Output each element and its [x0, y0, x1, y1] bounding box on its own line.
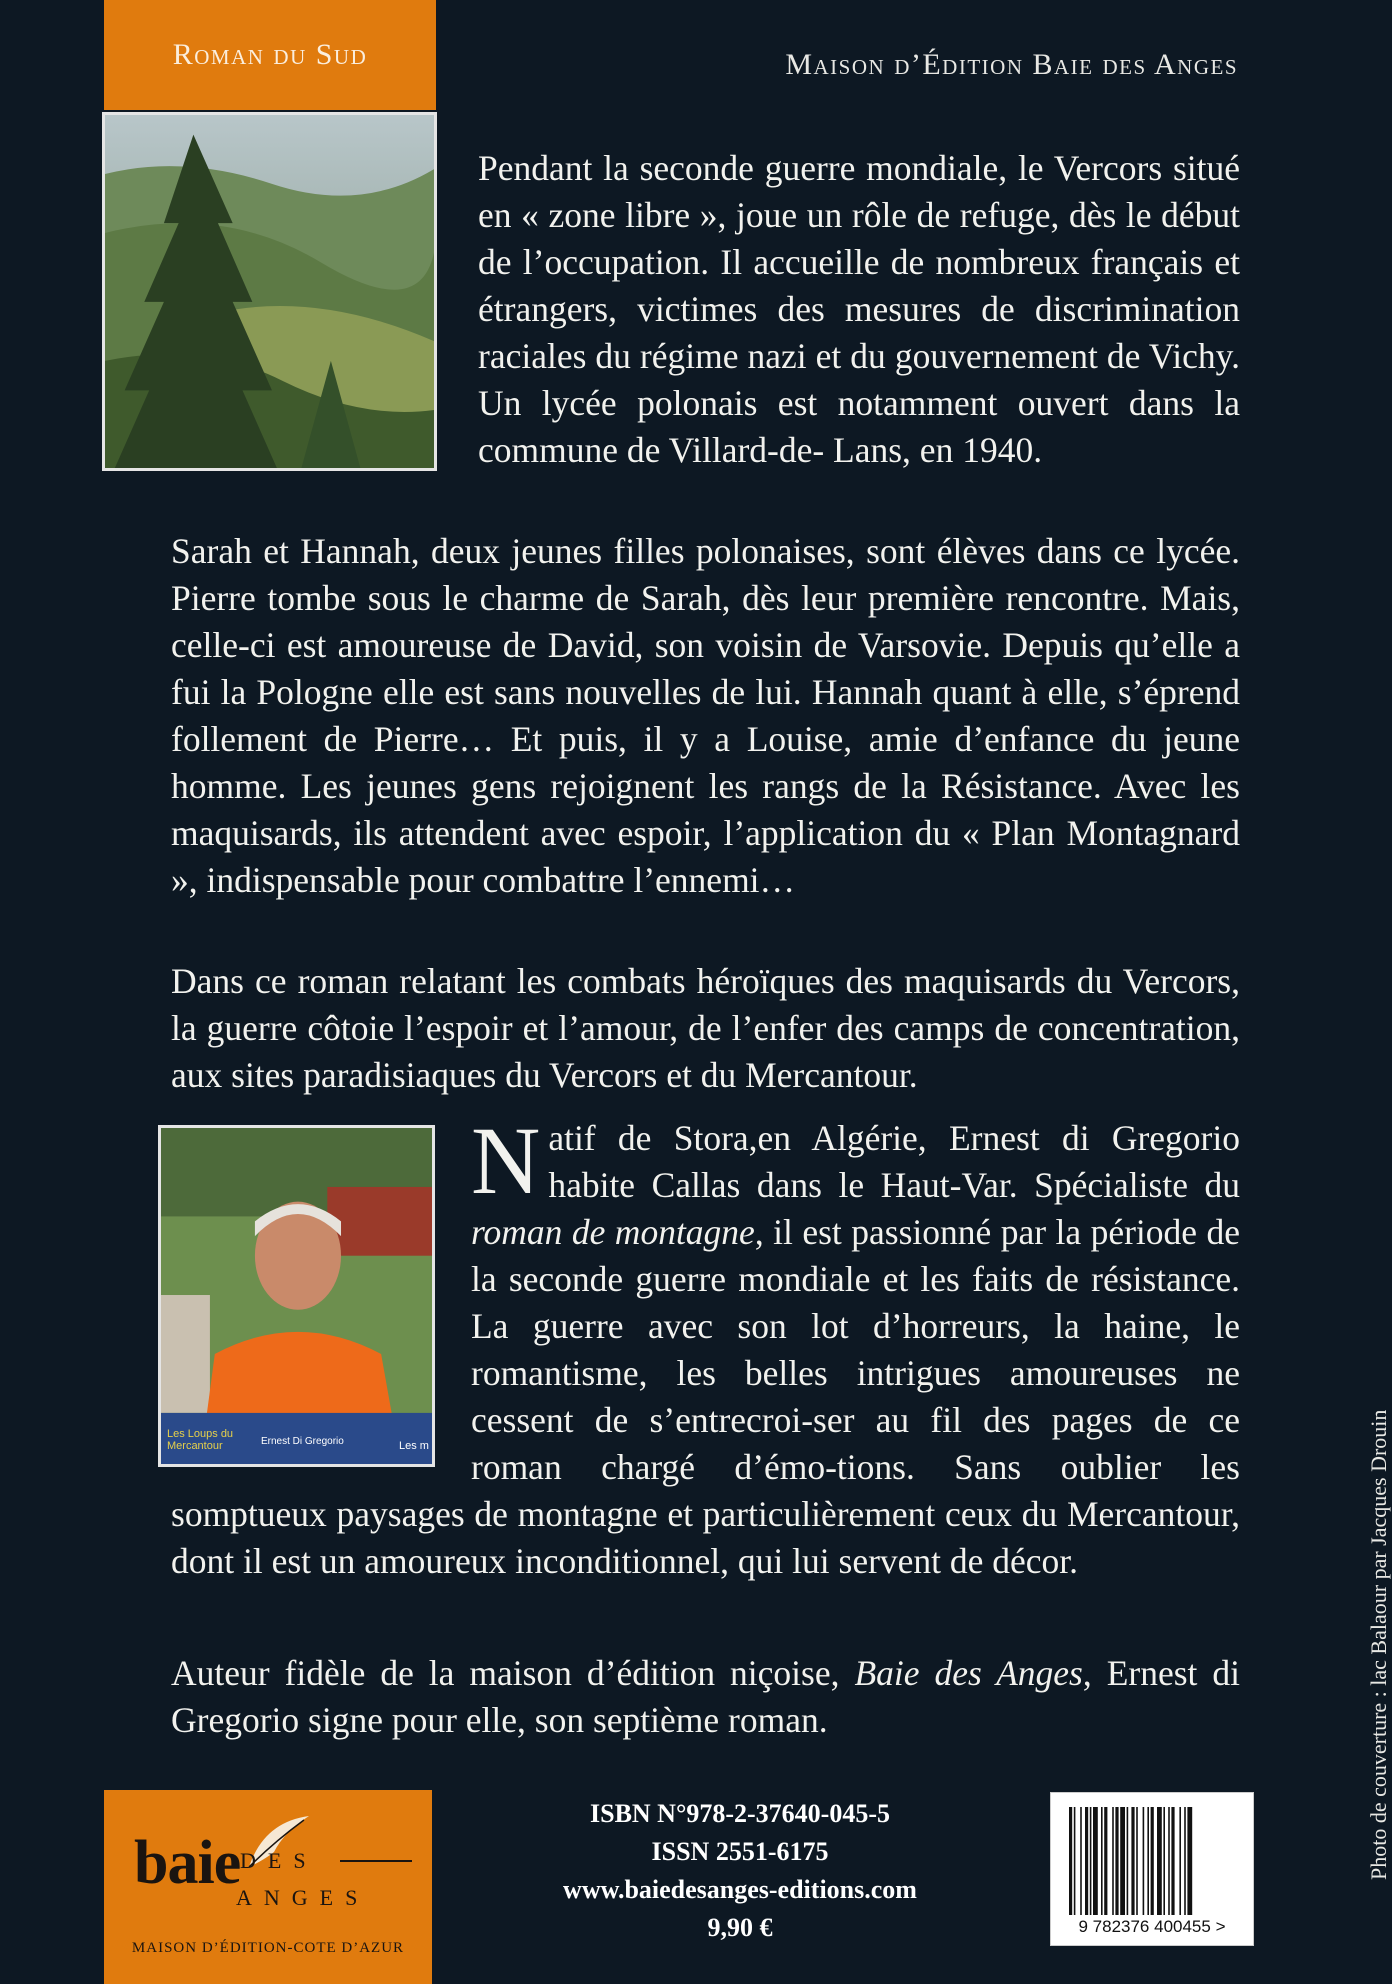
- synopsis-intro: Pendant la seconde guerre mondiale, le Vercors situé en « zone libre », joue un rôle de refuge, dès le début de l’occupation. Il accueille de nombreux français et étrangers, victimes des mesures de discrimination raciales du régime nazi et du gouvernement de Vichy. Un lycée polonais est notamment ouvert dans la commune de Villard-de- Lans, en 1940.: [478, 148, 1240, 470]
- website: www.baiedesanges-editions.com: [563, 1875, 917, 1904]
- photo-credit: Photo de couverture : lac Balaour par Jacques Drouin: [1366, 1409, 1391, 1880]
- barcode-bar: [1151, 1807, 1154, 1915]
- barcode-bar: [1187, 1807, 1192, 1915]
- barcode-bar: [1131, 1807, 1134, 1915]
- barcode-bar: [1115, 1807, 1118, 1915]
- barcode-bar: [1147, 1807, 1149, 1915]
- barcode: [1050, 1792, 1254, 1946]
- barcode-bar: [1104, 1807, 1107, 1915]
- barcode-number: 9 782376 400455 >: [1078, 1917, 1226, 1936]
- barcode-bar: [1143, 1807, 1145, 1915]
- barcode-bar: [1168, 1807, 1170, 1915]
- note-text-1: Auteur fidèle de la maison d’édition niçoise,: [171, 1653, 855, 1693]
- publisher-header: Maison d’Édition Baie des Anges: [785, 48, 1238, 81]
- author-bio: [171, 1107, 1240, 1585]
- photo-spacer: [171, 1115, 471, 1485]
- logo-tagline: MAISON D’ÉDITION-COTE D’AZUR: [131, 1940, 405, 1956]
- publisher-note: [171, 1650, 1240, 1744]
- publisher-logo: [104, 1790, 432, 1984]
- barcode-bar: [1127, 1807, 1129, 1915]
- barcode-bar: [1090, 1807, 1092, 1915]
- barcode-bar: [1120, 1807, 1125, 1915]
- logo-word: baie: [134, 1829, 241, 1897]
- book-title-1: Les Loups du Mercantour: [167, 1428, 234, 1452]
- barcode-bar: [1112, 1807, 1114, 1915]
- bio-text-2: , il est passionné par la période de la seconde guerre mondiale et les faits de résistance. La guerre avec son lot d’horreurs, la haine, le romantisme, les belles intrigues amoureuses ne cessent de s’entrecroi-ser au fil des pages de ce roman chargé d’émo-tions. Sans oublier les somptueux paysages de montagne et particulièrement ceux du Mercantour, dont il est un amoureux inconditionnel, qui lui servent de décor.: [171, 1212, 1240, 1581]
- barcode-bar: [1085, 1807, 1088, 1915]
- synopsis-closing: Dans ce roman relatant les combats héroïques des maquisards du Vercors, la guerre côtoie l’espoir et l’amour, de l’enfer des camps de concentration, aux sites paradisiaques du Vercors et du Mercantour.: [171, 961, 1240, 1095]
- logo-des: DES: [240, 1848, 318, 1873]
- barcode-bar: [1179, 1807, 1181, 1915]
- author-bio-block: [171, 1107, 1240, 1585]
- series-label: Roman du Sud: [172, 38, 368, 71]
- barcode-bar: [1080, 1807, 1082, 1915]
- logo-anges: ANGES: [236, 1885, 370, 1910]
- book-title-3: Les m: [399, 1440, 429, 1452]
- bio-italic: roman de montagne: [471, 1212, 755, 1252]
- barcode-bar: [1184, 1807, 1186, 1915]
- book-title-2: Ernest Di Gregorio: [261, 1436, 344, 1447]
- barcode-bar: [1136, 1807, 1138, 1915]
- isbn-block: [470, 1795, 1010, 1947]
- bio-text-1: atif de Stora,en Algérie, Ernest di Gregorio habite Callas dans le Haut-Var. Spécialiste du: [548, 1118, 1240, 1205]
- synopsis-plot: Sarah et Hannah, deux jeunes filles polonaises, sont élèves dans ce lycée. Pierre tombe sous le charme de Sarah, dès leur première rencontre. Mais, celle-ci est amoureuse de David, son voisin de Varsovie. Depuis qu’elle a fui la Pologne elle est sans nouvelles de lui. Hannah quant à elle, s’éprend follement de Pierre… Et puis, il y a Louise, amie d’enfance du jeune homme. Les jeunes gens rejoignent les rangs de la Résistance. Avec les maquisards, ils attendent avec espoir, l’application du « Plan Montagnard », indispensable pour combattre l’ennemi…: [171, 531, 1240, 900]
- barcode-bars: [1067, 1807, 1237, 1915]
- issn: ISSN 2551-6175: [651, 1837, 829, 1866]
- barcode-bar: [1163, 1807, 1165, 1915]
- barcode-bar: [1074, 1807, 1076, 1915]
- barcode-bar: [1101, 1807, 1103, 1915]
- barcode-bar: [1171, 1807, 1174, 1915]
- note-italic: Baie des Anges: [854, 1653, 1083, 1693]
- landscape-photo: [102, 112, 437, 471]
- dropcap: N: [471, 1107, 541, 1214]
- series-tab: [104, 0, 436, 110]
- logo-divider: [340, 1860, 412, 1862]
- isbn: ISBN N°978-2-37640-045-5: [589, 1799, 890, 1828]
- barcode-bar: [1157, 1807, 1162, 1915]
- barcode-bar: [1093, 1807, 1098, 1915]
- price: 9,90 €: [707, 1913, 773, 1942]
- barcode-bar: [1069, 1807, 1072, 1915]
- note-text-2: , Ernest di Gregorio signe pour elle, son septième roman.: [171, 1653, 1240, 1740]
